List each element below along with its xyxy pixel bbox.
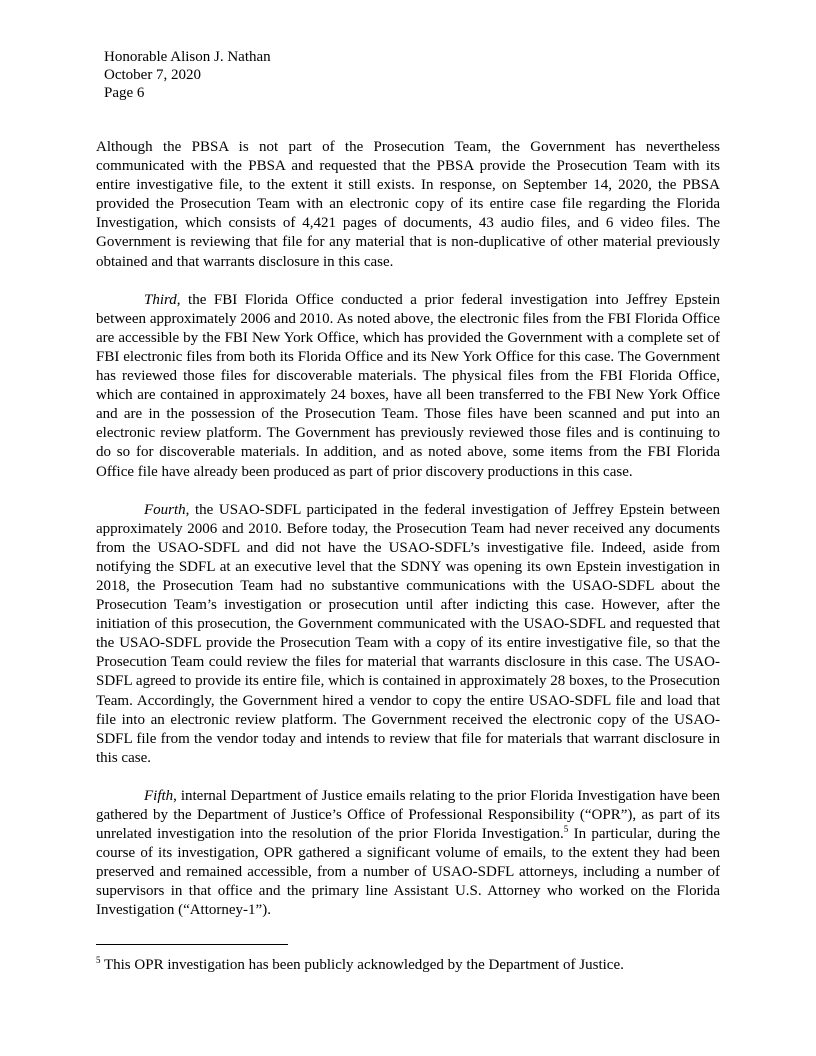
letter-body [96,138,720,940]
date-line: October 7, 2020 [104,67,202,83]
paragraph-third [96,291,720,482]
footnote-number: 5 [96,955,101,965]
footnote-divider [96,944,288,945]
footnote [96,956,736,974]
paragraph-text: , the FBI Florida Office conducted a prior federal investigation into Jeffrey Epstein between approximately 2006 and 2010. As noted above, the electronic files from the FBI Florida Office are accessible by the FBI New York Office, which has provided the Government with a complete set of FBI electronic files from both its Florida Office and its New York Office for this case. The Government has reviewed those files for discoverable materials. The physical files from the FBI Florida Office, which are contained in approximately 24 boxes, have all been transferred to the FBI New York Office and are in the possession of the Prosecution Team. Those files have been scanned and put into an electronic review platform. The Government has previously reviewed those files and is continuing to do so for discoverable materials. In addition, and as noted above, some items from the FBI Florida Office file have already been produced as part of prior discovery productions in this case. [96,291,720,480]
recipient-line: Honorable Alison J. Nathan [104,49,271,65]
paragraph-lead: Fifth [144,787,174,804]
paragraph-pbsa [96,138,720,272]
paragraph-text-after: In particular, during the course of its investigation, OPR gathered a significant volume of emails, to the extent they had been preserved and remained accessible, from a number of USAO-SDFL attorneys, including a number of supervisors in that office and the primary line Assistant U.S. Attorney who worked on the Florida Investigation (“Attorney-1”). [96,826,720,919]
paragraph-fourth [96,501,720,768]
letter-header [104,48,271,102]
footnote-text: This OPR investigation has been publicly acknowledged by the Department of Justice. [100,957,624,973]
paragraph-lead: Fourth [144,501,186,518]
paragraph-text: , internal Department of Justice emails relating to the prior Florida Investigation have been gathered by the Department of Justice’s Office of Professional Responsibility (“OPR”), as part of its unrelated investigation into the resolution of the prior Florida Investigation. [96,787,720,843]
footnote-reference[interactable]: 5 [563,824,569,835]
page-number: Page 6 [104,85,145,101]
paragraph-lead: Third [144,291,177,308]
paragraph-text: Although the PBSA is not part of the Prosecution Team, the Government has nevertheless communicated with the PBSA and requested that the PBSA provide the Prosecution Team with its entire investigative file, to the extent it still exists. In response, on September 14, 2020, the PBSA provided the Prosecution Team with an electronic copy of its entire case file regarding the Florida Investigation, which consists of 4,421 pages of documents, 43 audio files, and 6 video files. The Government is reviewing that file for any material that is non-duplicative of other material previously obtained and that warrants disclosure in this case. [96,139,720,270]
paragraph-fifth [96,787,720,921]
paragraph-text: , the USAO-SDFL participated in the federal investigation of Jeffrey Epstein between approximately 2006 and 2010. Before today, the Prosecution Team had never received any documents from the USAO-SDFL and did not have the USAO-SDFL’s investigative file. Indeed, aside from notifying the SDFL at an executive level that the SDNY was opening its own Epstein investigation in 2018, the Prosecution Team had no substantive communications with the USAO-SDFL about the Prosecution Team’s investigation or prosecution until after indicting this case. However, after the initiation of this prosecution, the Government communicated with the USAO-SDFL and requested that the USAO-SDFL provide the Prosecution Team with a copy of its entire investigative file, so that the Prosecution Team could review the files for material that warrants disclosure in this case. The USAO-SDFL agreed to provide its entire file, which is contained in approximately 28 boxes, to the Prosecution Team. Accordingly, the Government hired a vendor to copy the entire USAO-SDFL file and load that file into an electronic review platform. The Government received the electronic copy of the USAO-SDFL file from the vendor today and intends to review that file for materials that warrant disclosure in this case. [96,501,720,766]
